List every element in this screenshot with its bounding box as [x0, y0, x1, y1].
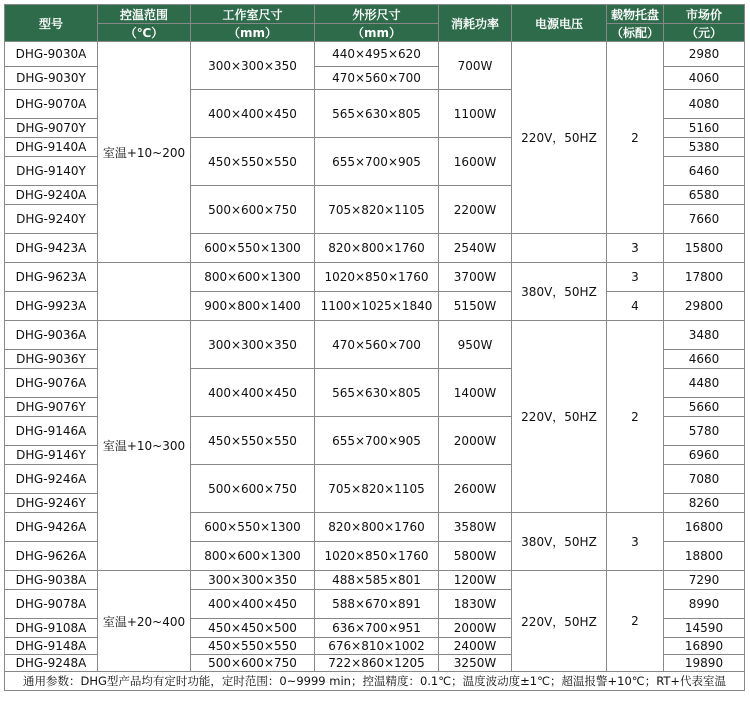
voltage-cell: 380V，50HZ	[512, 513, 607, 571]
temp-range-cell	[98, 263, 191, 321]
model-cell: DHG-9148A	[5, 638, 98, 655]
chamber-size-cell: 600×550×1300	[191, 234, 315, 263]
header-outer: 外形尺寸	[315, 5, 439, 24]
model-cell: DHG-9623A	[5, 263, 98, 292]
power-cell: 2600W	[439, 465, 512, 513]
chamber-size-cell: 600×550×1300	[191, 513, 315, 542]
price-cell: 7660	[664, 205, 745, 234]
header-temp-unit: （℃）	[98, 24, 191, 42]
model-cell: DHG-9070A	[5, 90, 98, 119]
model-cell: DHG-9030Y	[5, 67, 98, 90]
price-cell: 16800	[664, 513, 745, 542]
price-cell: 7080	[664, 465, 745, 494]
header-chamber: 工作室尺寸	[191, 5, 315, 24]
power-cell: 1400W	[439, 369, 512, 417]
price-cell: 18800	[664, 542, 745, 571]
header-trays: 载物托盘	[607, 5, 664, 24]
power-cell: 2200W	[439, 186, 512, 234]
voltage-cell: 380V，50HZ	[512, 263, 607, 321]
price-cell: 4660	[664, 350, 745, 369]
power-cell: 2400W	[439, 638, 512, 655]
price-cell: 8990	[664, 590, 745, 619]
trays-cell: 2	[607, 571, 664, 672]
header-trays-unit: （标配）	[607, 24, 664, 42]
model-cell: DHG-9626A	[5, 542, 98, 571]
chamber-size-cell: 500×600×750	[191, 655, 315, 672]
power-cell: 2540W	[439, 234, 512, 263]
price-cell: 4480	[664, 369, 745, 398]
model-cell: DHG-9140A	[5, 138, 98, 157]
table-row	[5, 571, 745, 590]
price-cell: 19890	[664, 655, 745, 672]
table-row	[5, 263, 745, 292]
chamber-size-cell: 450×550×550	[191, 138, 315, 186]
trays-cell: 3	[607, 234, 664, 263]
price-cell: 5780	[664, 417, 745, 446]
model-cell: DHG-9246A	[5, 465, 98, 494]
outer-size-cell: 1020×850×1760	[315, 542, 439, 571]
model-cell: DHG-9140Y	[5, 157, 98, 186]
model-cell: DHG-9076A	[5, 369, 98, 398]
model-cell: DHG-9240Y	[5, 205, 98, 234]
spec-table	[4, 4, 745, 691]
model-cell: DHG-9030A	[5, 42, 98, 67]
chamber-size-cell: 500×600×750	[191, 186, 315, 234]
outer-size-cell: 705×820×1105	[315, 186, 439, 234]
trays-cell: 2	[607, 321, 664, 513]
outer-size-cell: 588×670×891	[315, 590, 439, 619]
power-cell: 950W	[439, 321, 512, 369]
header-row	[5, 5, 745, 24]
price-cell: 5380	[664, 138, 745, 157]
price-cell: 2980	[664, 42, 745, 67]
price-cell: 4080	[664, 90, 745, 119]
outer-size-cell: 440×495×620	[315, 42, 439, 67]
voltage-cell: 220V，50HZ	[512, 571, 607, 672]
voltage-cell: 220V，50HZ	[512, 42, 607, 234]
header-voltage: 电源电压	[512, 5, 607, 42]
header-temp-range: 控温范围	[98, 5, 191, 24]
chamber-size-cell: 400×400×450	[191, 90, 315, 138]
model-cell: DHG-9426A	[5, 513, 98, 542]
trays-cell: 2	[607, 42, 664, 234]
model-cell: DHG-9036A	[5, 321, 98, 350]
voltage-cell: 220V，50HZ	[512, 321, 607, 513]
header-price-unit: （元）	[664, 24, 745, 42]
table-row	[5, 42, 745, 67]
model-cell: DHG-9108A	[5, 619, 98, 638]
model-cell: DHG-9146Y	[5, 446, 98, 465]
price-cell: 4060	[664, 67, 745, 90]
outer-size-cell: 655×700×905	[315, 138, 439, 186]
outer-size-cell: 565×630×805	[315, 369, 439, 417]
model-cell: DHG-9923A	[5, 292, 98, 321]
outer-size-cell: 488×585×801	[315, 571, 439, 590]
chamber-size-cell: 300×300×350	[191, 42, 315, 90]
price-cell: 17800	[664, 263, 745, 292]
model-cell: DHG-9246Y	[5, 494, 98, 513]
model-cell: DHG-9038A	[5, 571, 98, 590]
chamber-size-cell: 300×300×350	[191, 321, 315, 369]
outer-size-cell: 636×700×951	[315, 619, 439, 638]
model-cell: DHG-9248A	[5, 655, 98, 672]
chamber-size-cell: 900×800×1400	[191, 292, 315, 321]
power-cell: 2000W	[439, 417, 512, 465]
outer-size-cell: 676×810×1002	[315, 638, 439, 655]
model-cell: DHG-9240A	[5, 186, 98, 205]
temp-range-cell: 室温+10~300	[98, 321, 191, 571]
power-cell: 5800W	[439, 542, 512, 571]
header-outer-unit: （mm）	[315, 24, 439, 42]
price-cell: 6580	[664, 186, 745, 205]
header-power: 消耗功率	[439, 5, 512, 42]
chamber-size-cell: 800×600×1300	[191, 542, 315, 571]
outer-size-cell: 565×630×805	[315, 90, 439, 138]
header-unit-row	[5, 24, 745, 42]
temp-range-cell: 室温+10~200	[98, 42, 191, 263]
price-cell: 6960	[664, 446, 745, 465]
outer-size-cell: 1020×850×1760	[315, 263, 439, 292]
power-cell: 700W	[439, 42, 512, 90]
chamber-size-cell: 450×550×550	[191, 638, 315, 655]
outer-size-cell: 470×560×700	[315, 67, 439, 90]
price-cell: 5160	[664, 119, 745, 138]
chamber-size-cell: 500×600×750	[191, 465, 315, 513]
trays-cell: 3	[607, 513, 664, 571]
price-cell: 5660	[664, 398, 745, 417]
header-model: 型号	[5, 5, 98, 42]
general-parameters-note: 通用参数：DHG型产品均有定时功能，定时范围：0~9999 min；控温精度：0.1℃；温度波动度±1℃；超温报警+10℃；RT+代表室温	[5, 672, 745, 691]
power-cell: 3700W	[439, 263, 512, 292]
price-cell: 7290	[664, 571, 745, 590]
outer-size-cell: 470×560×700	[315, 321, 439, 369]
price-cell: 16890	[664, 638, 745, 655]
header-price: 市场价	[664, 5, 745, 24]
power-cell: 1600W	[439, 138, 512, 186]
table-row	[5, 321, 745, 350]
power-cell: 3250W	[439, 655, 512, 672]
model-cell: DHG-9070Y	[5, 119, 98, 138]
chamber-size-cell: 400×400×450	[191, 590, 315, 619]
price-cell: 15800	[664, 234, 745, 263]
trays-cell: 3	[607, 263, 664, 292]
outer-size-cell: 655×700×905	[315, 417, 439, 465]
temp-range-cell: 室温+20~400	[98, 571, 191, 672]
price-cell: 6460	[664, 157, 745, 186]
model-cell: DHG-9078A	[5, 590, 98, 619]
price-cell: 14590	[664, 619, 745, 638]
model-cell: DHG-9036Y	[5, 350, 98, 369]
power-cell: 1830W	[439, 590, 512, 619]
trays-cell: 4	[607, 292, 664, 321]
power-cell: 2000W	[439, 619, 512, 638]
outer-size-cell: 705×820×1105	[315, 465, 439, 513]
power-cell: 1100W	[439, 90, 512, 138]
outer-size-cell: 820×800×1760	[315, 513, 439, 542]
chamber-size-cell: 800×600×1300	[191, 263, 315, 292]
header-chamber-unit: （mm）	[191, 24, 315, 42]
price-cell: 8260	[664, 494, 745, 513]
model-cell: DHG-9076Y	[5, 398, 98, 417]
footer-row	[5, 672, 745, 691]
chamber-size-cell: 450×550×550	[191, 417, 315, 465]
outer-size-cell: 722×860×1205	[315, 655, 439, 672]
outer-size-cell: 1100×1025×1840	[315, 292, 439, 321]
power-cell: 1200W	[439, 571, 512, 590]
power-cell: 5150W	[439, 292, 512, 321]
chamber-size-cell: 300×300×350	[191, 571, 315, 590]
price-cell: 29800	[664, 292, 745, 321]
chamber-size-cell: 400×400×450	[191, 369, 315, 417]
voltage-cell	[512, 234, 607, 263]
power-cell: 3580W	[439, 513, 512, 542]
model-cell: DHG-9423A	[5, 234, 98, 263]
chamber-size-cell: 450×450×500	[191, 619, 315, 638]
outer-size-cell: 820×800×1760	[315, 234, 439, 263]
model-cell: DHG-9146A	[5, 417, 98, 446]
price-cell: 3480	[664, 321, 745, 350]
